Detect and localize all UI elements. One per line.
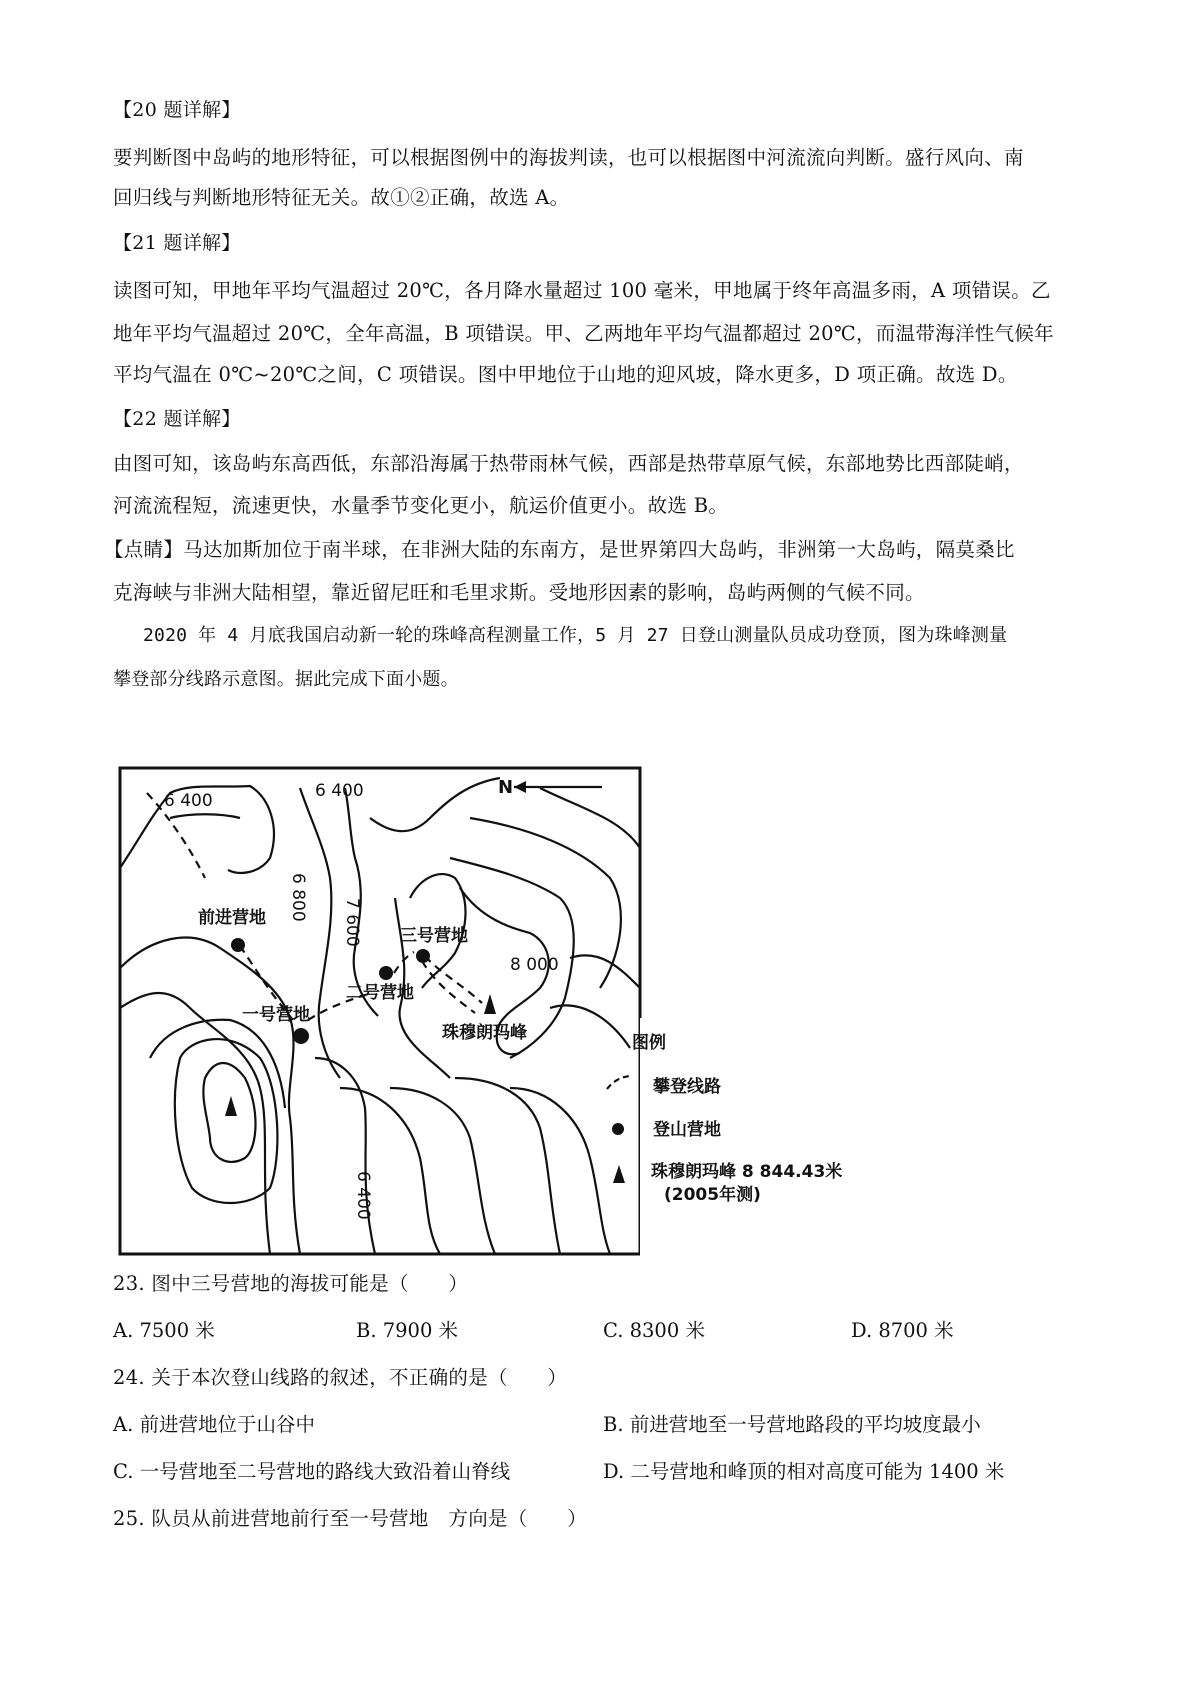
contour-line <box>540 788 640 848</box>
camp3-marker <box>416 949 430 963</box>
legend-peak-note: (2005年测) <box>664 1185 761 1205</box>
contour-lines <box>120 778 640 1254</box>
camp2-label: 二号营地 <box>346 983 414 1003</box>
q23-option-d[interactable]: D. 8700 米 <box>851 1319 954 1342</box>
contour-line <box>455 1078 560 1254</box>
q22-heading: 【22 题详解】 <box>113 408 241 430</box>
contour-label-6400a: 6 400 <box>164 791 213 811</box>
contour-line <box>120 993 270 1254</box>
legend-route-symbol <box>607 1076 632 1089</box>
q24-stem: 24. 关于本次登山线路的叙述，不正确的是（ ） <box>113 1366 568 1389</box>
q25-stem: 25. 队员从前进营地前行至一号营地 方向是（ ） <box>113 1507 588 1530</box>
everest-label: 珠穆朗玛峰 <box>442 1023 527 1043</box>
north-label: N <box>498 777 514 798</box>
everest-route-map <box>110 758 843 1268</box>
legend-peak-symbol <box>613 1165 625 1183</box>
intro-line-2: 攀登部分线路示意图。据此完成下面小题。 <box>113 669 459 690</box>
legend-route-label: 攀登线路 <box>653 1077 721 1097</box>
legend-peak-label: 珠穆朗玛峰 8 844.43米 <box>651 1162 843 1182</box>
contour-line <box>170 814 240 818</box>
secondary-peak-marker <box>225 1096 237 1116</box>
map-frame <box>120 768 640 1254</box>
q23-stem: 23. 图中三号营地的海拔可能是（ ） <box>113 1272 469 1295</box>
contour-line <box>570 955 640 988</box>
q24-option-a[interactable]: A. 前进营地位于山谷中 <box>113 1413 315 1436</box>
legend-camp-symbol <box>612 1123 624 1135</box>
q21-line-1: 读图可知，甲地年平均气温超过 20℃，各月降水量超过 100 毫米，甲地属于终年高温多雨，A 项错误。乙 <box>113 279 1051 302</box>
contour-line <box>510 1088 610 1254</box>
note-line-1: 【点睛】马达加斯加位于南半球，在非洲大陆的东南方，是世界第四大岛屿，非洲第一大岛屿，隔莫桑比 <box>104 538 1015 561</box>
q24-option-b[interactable]: B. 前进营地至一号营地路段的平均坡度最小 <box>603 1413 981 1436</box>
q20-line-1: 要判断图中岛屿的地形特征，可以根据图例中的海拔判读，也可以根据图中河流流向判断。盛行风向、南 <box>113 146 1024 169</box>
q23-option-c[interactable]: C. 8300 米 <box>603 1319 705 1342</box>
camp1-label: 一号营地 <box>242 1005 310 1025</box>
everest-peak-marker <box>484 994 496 1014</box>
q20-line-2: 回归线与判断地形特征无关。故①②正确，故选 A。 <box>113 186 570 209</box>
q21-line-2: 地年平均气温超过 20℃，全年高温，B 项错误。甲、乙两地年平均气温都超过 20℃，而温带海洋性气候年 <box>113 322 1054 345</box>
q20-heading: 【20 题详解】 <box>113 99 241 121</box>
q22-line-1: 由图可知，该岛屿东高西低，东部沿海属于热带雨林气候，西部是热带草原气候，东部地势比西部陡峭， <box>113 452 1024 475</box>
contour-label-7600: 7 600 <box>342 898 362 947</box>
contour-line <box>390 1088 495 1254</box>
advance-camp-label: 前进营地 <box>198 908 266 928</box>
north-arrow <box>498 777 602 798</box>
camp2-marker <box>379 966 393 980</box>
contour-label-6400c: 6 400 <box>353 1171 373 1220</box>
camp1-marker <box>293 1028 309 1044</box>
q24-option-d[interactable]: D. 二号营地和峰顶的相对高度可能为 1400 米 <box>603 1460 1005 1483</box>
q23-option-b[interactable]: B. 7900 米 <box>356 1319 459 1342</box>
q21-line-3: 平均气温在 0℃~20℃之间，C 项错误。图中甲地位于山地的迎风坡，降水更多，D 项正确。故选 D。 <box>113 363 1018 386</box>
contour-line <box>550 1005 630 1048</box>
camp3-label: 三号营地 <box>400 926 468 946</box>
intro-line-1: 2020 年 4 月底我国启动新一轮的珠峰高程测量工作，5 月 27 日登山测量队员成功登顶，图为珠峰测量 <box>143 625 1008 646</box>
note-line-2: 克海峡与非洲大陆相望，靠近留尼旺和毛里求斯。受地形因素的影响，岛屿两侧的气候不同。 <box>113 581 925 604</box>
contour-label-8000: 8 000 <box>510 955 559 975</box>
north-arrow-head <box>514 781 526 793</box>
q22-line-2: 河流流程短，流速更快，水量季节变化更小，航运价值更小。故选 B。 <box>113 494 729 517</box>
contour-label-6400b: 6 400 <box>315 781 364 801</box>
q21-heading: 【21 题详解】 <box>113 232 241 254</box>
contour-label-6800: 6 800 <box>288 873 308 922</box>
map-legend <box>607 1018 842 1258</box>
contour-line <box>370 778 500 831</box>
advance-camp-marker <box>231 938 245 952</box>
q24-option-c[interactable]: C. 一号营地至二号营地的路线大致沿着山脊线 <box>113 1460 511 1483</box>
legend-camp-label: 登山营地 <box>653 1120 721 1140</box>
q23-option-a[interactable]: A. 7500 米 <box>113 1319 215 1342</box>
route-segment <box>422 961 475 1013</box>
legend-title: 图例 <box>632 1033 666 1053</box>
